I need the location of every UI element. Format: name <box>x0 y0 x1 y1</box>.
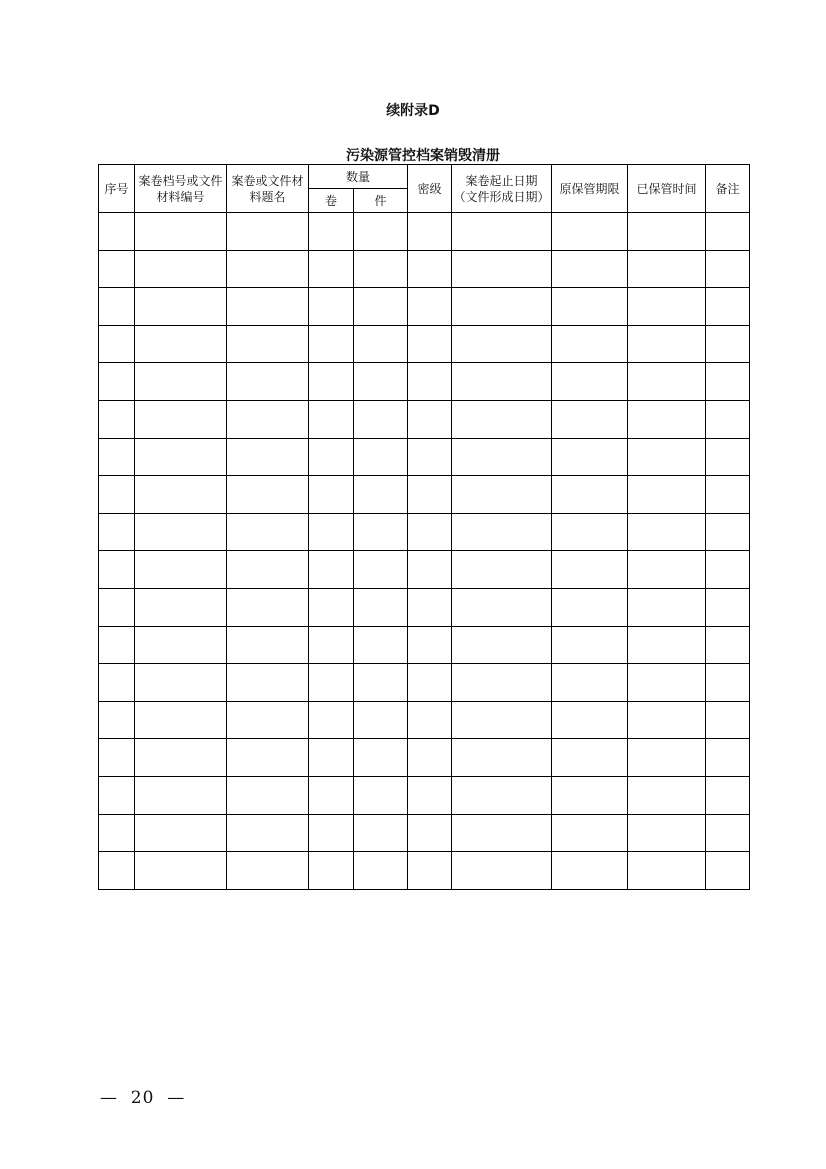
cell-seq <box>99 213 135 251</box>
cell-time-kept <box>628 213 706 251</box>
cell-date-range <box>452 250 552 288</box>
cell-secrecy <box>408 588 452 626</box>
destruction-register-table <box>98 164 750 890</box>
cell-secrecy <box>408 626 452 664</box>
table-row <box>99 814 750 852</box>
cell-file-title <box>227 363 309 401</box>
cell-file-number <box>135 588 227 626</box>
table-row <box>99 513 750 551</box>
header-date-range-line1: 案卷起止日期 <box>465 173 538 188</box>
cell-remarks <box>706 852 750 890</box>
cell-file-number <box>135 852 227 890</box>
cell-items <box>354 814 408 852</box>
cell-file-title <box>227 852 309 890</box>
document-title: 污染源管控档案销毁清册 <box>346 148 500 164</box>
table-row <box>99 325 750 363</box>
cell-items <box>354 852 408 890</box>
cell-secrecy <box>408 664 452 702</box>
cell-time-kept <box>628 325 706 363</box>
cell-secrecy <box>408 325 452 363</box>
cell-original-retention <box>552 438 628 476</box>
table-row <box>99 551 750 589</box>
cell-original-retention <box>552 513 628 551</box>
cell-date-range <box>452 438 552 476</box>
cell-remarks <box>706 400 750 438</box>
header-date-range <box>452 165 552 213</box>
cell-file-number <box>135 814 227 852</box>
cell-file-number <box>135 701 227 739</box>
cell-time-kept <box>628 588 706 626</box>
cell-date-range <box>452 588 552 626</box>
table-row <box>99 363 750 401</box>
cell-time-kept <box>628 250 706 288</box>
cell-seq <box>99 513 135 551</box>
cell-file-title <box>227 513 309 551</box>
cell-time-kept <box>628 664 706 702</box>
cell-remarks <box>706 626 750 664</box>
cell-time-kept <box>628 400 706 438</box>
cell-secrecy <box>408 739 452 777</box>
cell-remarks <box>706 476 750 514</box>
cell-file-title <box>227 814 309 852</box>
cell-secrecy <box>408 250 452 288</box>
cell-volumes <box>309 513 354 551</box>
header-quantity: 数量 <box>309 165 408 189</box>
cell-volumes <box>309 213 354 251</box>
cell-volumes <box>309 250 354 288</box>
header-original-retention: 原保管期限 <box>552 165 628 213</box>
header-seq: 序号 <box>99 165 135 213</box>
cell-secrecy <box>408 776 452 814</box>
cell-time-kept <box>628 626 706 664</box>
cell-file-number <box>135 288 227 326</box>
cell-seq <box>99 288 135 326</box>
cell-items <box>354 739 408 777</box>
cell-original-retention <box>552 814 628 852</box>
cell-time-kept <box>628 739 706 777</box>
cell-original-retention <box>552 852 628 890</box>
cell-secrecy <box>408 438 452 476</box>
cell-file-title <box>227 664 309 702</box>
cell-original-retention <box>552 588 628 626</box>
cell-file-title <box>227 588 309 626</box>
cell-items <box>354 476 408 514</box>
cell-seq <box>99 438 135 476</box>
cell-seq <box>99 664 135 702</box>
header-file-number-line1: 案卷档号或文件 <box>138 173 223 188</box>
cell-file-title <box>227 701 309 739</box>
cell-original-retention <box>552 776 628 814</box>
cell-volumes <box>309 664 354 702</box>
cell-date-range <box>452 814 552 852</box>
cell-volumes <box>309 288 354 326</box>
cell-seq <box>99 325 135 363</box>
cell-seq <box>99 476 135 514</box>
cell-file-number <box>135 551 227 589</box>
cell-seq <box>99 739 135 777</box>
cell-items <box>354 400 408 438</box>
cell-file-number <box>135 325 227 363</box>
cell-time-kept <box>628 814 706 852</box>
cell-seq <box>99 852 135 890</box>
header-file-title <box>227 165 309 213</box>
cell-volumes <box>309 701 354 739</box>
cell-remarks <box>706 701 750 739</box>
cell-original-retention <box>552 288 628 326</box>
cell-file-title <box>227 476 309 514</box>
header-secrecy: 密级 <box>408 165 452 213</box>
appendix-label: 续附录D <box>386 103 440 119</box>
cell-date-range <box>452 852 552 890</box>
cell-volumes <box>309 852 354 890</box>
cell-file-number <box>135 664 227 702</box>
page-number: — 20 — <box>100 1088 186 1108</box>
cell-remarks <box>706 551 750 589</box>
table-row <box>99 776 750 814</box>
cell-file-number <box>135 739 227 777</box>
cell-volumes <box>309 400 354 438</box>
table-row <box>99 288 750 326</box>
cell-items <box>354 438 408 476</box>
cell-remarks <box>706 363 750 401</box>
cell-date-range <box>452 551 552 589</box>
cell-remarks <box>706 288 750 326</box>
cell-date-range <box>452 776 552 814</box>
cell-seq <box>99 363 135 401</box>
cell-time-kept <box>628 288 706 326</box>
header-volumes: 卷 <box>309 189 354 213</box>
cell-remarks <box>706 438 750 476</box>
header-time-kept: 已保管时间 <box>628 165 706 213</box>
cell-seq <box>99 814 135 852</box>
cell-file-title <box>227 288 309 326</box>
table-row <box>99 739 750 777</box>
table-row <box>99 588 750 626</box>
cell-file-number <box>135 213 227 251</box>
cell-items <box>354 776 408 814</box>
cell-volumes <box>309 551 354 589</box>
header-date-range-line2: （文件形成日期） <box>453 189 550 204</box>
cell-time-kept <box>628 852 706 890</box>
cell-items <box>354 588 408 626</box>
header-file-number <box>135 165 227 213</box>
header-remarks: 备注 <box>706 165 750 213</box>
cell-original-retention <box>552 739 628 777</box>
cell-secrecy <box>408 701 452 739</box>
cell-volumes <box>309 776 354 814</box>
cell-secrecy <box>408 551 452 589</box>
cell-items <box>354 701 408 739</box>
cell-file-title <box>227 739 309 777</box>
cell-items <box>354 551 408 589</box>
cell-time-kept <box>628 701 706 739</box>
cell-time-kept <box>628 513 706 551</box>
cell-date-range <box>452 363 552 401</box>
cell-time-kept <box>628 438 706 476</box>
table-row <box>99 438 750 476</box>
cell-file-number <box>135 776 227 814</box>
cell-remarks <box>706 776 750 814</box>
cell-file-title <box>227 776 309 814</box>
cell-items <box>354 325 408 363</box>
table-row <box>99 476 750 514</box>
cell-date-range <box>452 213 552 251</box>
header-file-title-line1: 案卷或文件材 <box>231 173 304 188</box>
cell-file-title <box>227 250 309 288</box>
cell-secrecy <box>408 476 452 514</box>
header-items: 件 <box>354 189 408 213</box>
table-row <box>99 213 750 251</box>
cell-items <box>354 288 408 326</box>
cell-original-retention <box>552 701 628 739</box>
table-row <box>99 250 750 288</box>
cell-volumes <box>309 588 354 626</box>
cell-file-title <box>227 551 309 589</box>
cell-file-title <box>227 438 309 476</box>
cell-date-range <box>452 288 552 326</box>
cell-date-range <box>452 664 552 702</box>
cell-date-range <box>452 739 552 777</box>
header-file-title-line2: 料题名 <box>249 189 286 204</box>
cell-remarks <box>706 814 750 852</box>
cell-date-range <box>452 513 552 551</box>
register-body <box>99 213 750 890</box>
cell-time-kept <box>628 551 706 589</box>
cell-time-kept <box>628 476 706 514</box>
table-row <box>99 400 750 438</box>
cell-remarks <box>706 588 750 626</box>
cell-seq <box>99 588 135 626</box>
cell-original-retention <box>552 213 628 251</box>
cell-items <box>354 664 408 702</box>
cell-items <box>354 363 408 401</box>
cell-date-range <box>452 325 552 363</box>
cell-time-kept <box>628 363 706 401</box>
cell-date-range <box>452 476 552 514</box>
cell-items <box>354 626 408 664</box>
cell-seq <box>99 250 135 288</box>
cell-secrecy <box>408 213 452 251</box>
cell-file-number <box>135 250 227 288</box>
cell-original-retention <box>552 363 628 401</box>
cell-file-number <box>135 438 227 476</box>
cell-volumes <box>309 363 354 401</box>
cell-remarks <box>706 250 750 288</box>
cell-remarks <box>706 739 750 777</box>
cell-secrecy <box>408 513 452 551</box>
cell-original-retention <box>552 325 628 363</box>
cell-file-number <box>135 400 227 438</box>
cell-volumes <box>309 438 354 476</box>
cell-original-retention <box>552 664 628 702</box>
cell-volumes <box>309 739 354 777</box>
cell-seq <box>99 551 135 589</box>
cell-items <box>354 250 408 288</box>
cell-file-number <box>135 626 227 664</box>
cell-file-title <box>227 626 309 664</box>
cell-items <box>354 513 408 551</box>
cell-secrecy <box>408 363 452 401</box>
cell-original-retention <box>552 250 628 288</box>
cell-remarks <box>706 513 750 551</box>
cell-seq <box>99 626 135 664</box>
cell-volumes <box>309 814 354 852</box>
cell-date-range <box>452 626 552 664</box>
cell-volumes <box>309 626 354 664</box>
cell-file-title <box>227 400 309 438</box>
cell-remarks <box>706 213 750 251</box>
cell-file-number <box>135 363 227 401</box>
cell-seq <box>99 701 135 739</box>
cell-file-title <box>227 325 309 363</box>
cell-volumes <box>309 325 354 363</box>
cell-seq <box>99 400 135 438</box>
table-row <box>99 852 750 890</box>
cell-file-number <box>135 476 227 514</box>
cell-secrecy <box>408 814 452 852</box>
cell-file-title <box>227 213 309 251</box>
cell-original-retention <box>552 400 628 438</box>
cell-remarks <box>706 664 750 702</box>
cell-original-retention <box>552 626 628 664</box>
cell-original-retention <box>552 551 628 589</box>
cell-volumes <box>309 476 354 514</box>
cell-secrecy <box>408 288 452 326</box>
cell-date-range <box>452 400 552 438</box>
cell-seq <box>99 776 135 814</box>
cell-secrecy <box>408 400 452 438</box>
cell-items <box>354 213 408 251</box>
table-row <box>99 664 750 702</box>
header-file-number-line2: 材料编号 <box>156 189 205 204</box>
cell-date-range <box>452 701 552 739</box>
cell-remarks <box>706 325 750 363</box>
cell-file-number <box>135 513 227 551</box>
cell-original-retention <box>552 476 628 514</box>
table-row <box>99 626 750 664</box>
table-row <box>99 701 750 739</box>
cell-secrecy <box>408 852 452 890</box>
cell-time-kept <box>628 776 706 814</box>
